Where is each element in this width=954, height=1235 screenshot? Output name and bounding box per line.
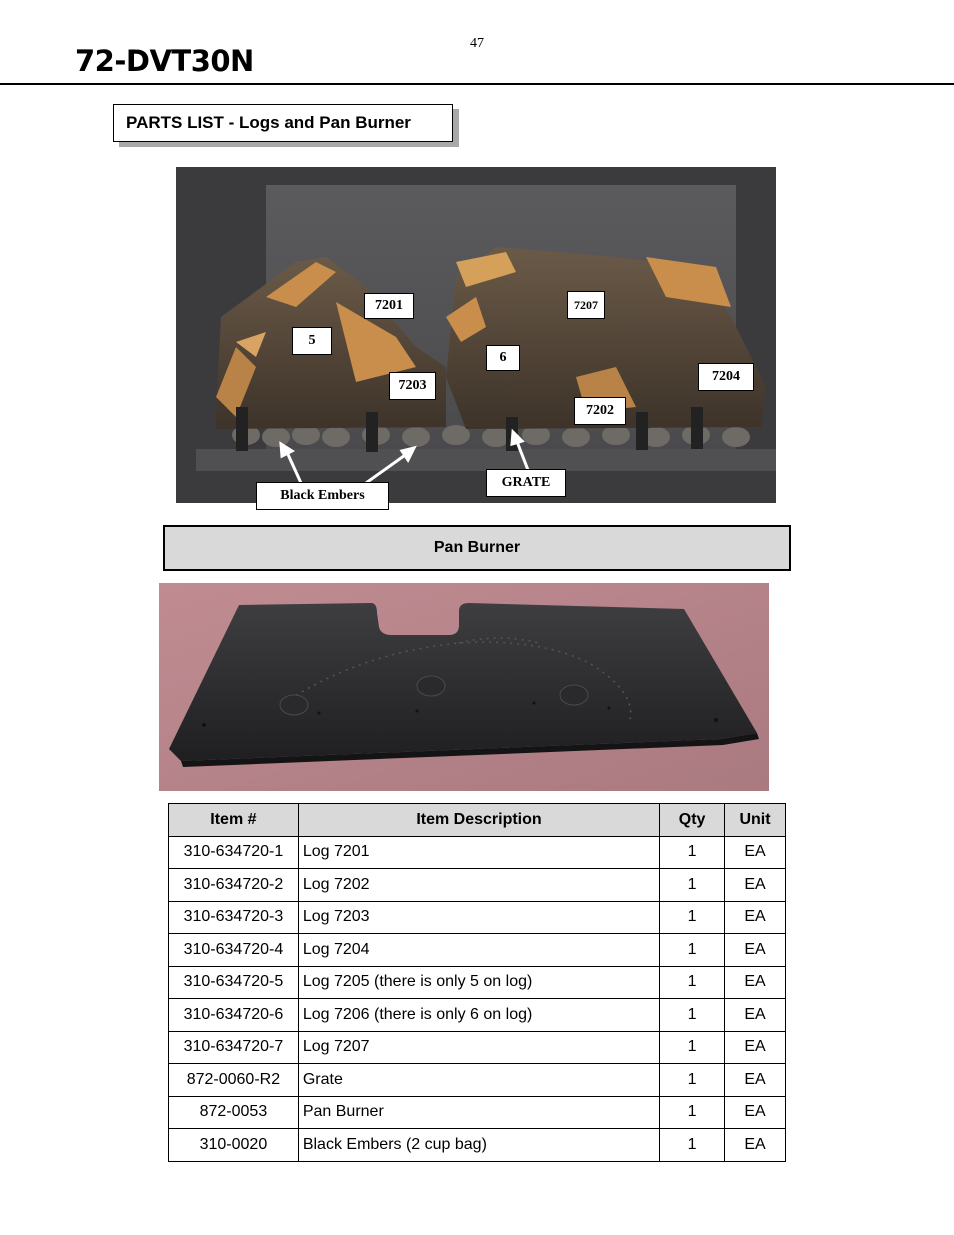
- item-number: 872-0060-R2: [169, 1064, 299, 1097]
- table-row: [169, 1096, 786, 1129]
- section-title-box: [113, 104, 453, 142]
- item-description: Pan Burner: [298, 1096, 659, 1129]
- item-number: 310-634720-5: [169, 966, 299, 999]
- table-row: [169, 966, 786, 999]
- col-item-description: Item Description: [298, 804, 659, 837]
- item-unit: EA: [725, 1031, 786, 1064]
- callout-7203: 7203: [389, 372, 436, 400]
- callout-black-embers: Black Embers: [256, 482, 389, 510]
- col-unit: Unit: [725, 804, 786, 837]
- item-unit: EA: [725, 836, 786, 869]
- item-description: Log 7204: [298, 934, 659, 967]
- item-description: Log 7201: [298, 836, 659, 869]
- item-unit: EA: [725, 1064, 786, 1097]
- page-number: 47: [470, 36, 484, 51]
- item-unit: EA: [725, 1129, 786, 1162]
- item-description: Log 7205 (there is only 5 on log): [298, 966, 659, 999]
- parts-table: [168, 803, 786, 1162]
- item-number: 310-0020: [169, 1129, 299, 1162]
- callout-7207: 7207: [567, 291, 605, 319]
- item-unit: EA: [725, 901, 786, 934]
- callout-7201: 7201: [364, 293, 414, 319]
- table-row: [169, 1129, 786, 1162]
- table-row: [169, 869, 786, 902]
- pan-burner-heading: [163, 525, 791, 571]
- table-row: [169, 1064, 786, 1097]
- item-unit: EA: [725, 999, 786, 1032]
- callout-7202: 7202: [574, 397, 626, 425]
- table-header-row: [169, 804, 786, 837]
- callout-7204: 7204: [698, 363, 754, 391]
- item-qty: 1: [660, 836, 725, 869]
- item-unit: EA: [725, 869, 786, 902]
- model-title: 72-DVT30N: [75, 44, 254, 78]
- item-description: Log 7202: [298, 869, 659, 902]
- item-number: 310-634720-2: [169, 869, 299, 902]
- col-item-number: Item #: [169, 804, 299, 837]
- item-qty: 1: [660, 999, 725, 1032]
- item-description: Grate: [298, 1064, 659, 1097]
- item-qty: 1: [660, 1129, 725, 1162]
- pan-burner-heading-text: Pan Burner: [433, 539, 521, 556]
- item-description: Black Embers (2 cup bag): [298, 1129, 659, 1162]
- item-unit: EA: [725, 934, 786, 967]
- table-row: [169, 901, 786, 934]
- item-description: Log 7206 (there is only 6 on log): [298, 999, 659, 1032]
- table-row: [169, 1031, 786, 1064]
- item-number: 310-634720-7: [169, 1031, 299, 1064]
- item-number: 310-634720-3: [169, 901, 299, 934]
- item-qty: 1: [660, 1096, 725, 1129]
- item-qty: 1: [660, 1064, 725, 1097]
- header-rule: [0, 83, 954, 85]
- table-row: [169, 999, 786, 1032]
- item-qty: 1: [660, 901, 725, 934]
- item-qty: 1: [660, 934, 725, 967]
- col-qty: Qty: [660, 804, 725, 837]
- callout-6: 6: [486, 345, 520, 371]
- item-number: 310-634720-6: [169, 999, 299, 1032]
- item-unit: EA: [725, 966, 786, 999]
- item-unit: EA: [725, 1096, 786, 1129]
- item-qty: 1: [660, 869, 725, 902]
- callout-5: 5: [292, 327, 332, 355]
- table-row: [169, 836, 786, 869]
- callout-grate: GRATE: [486, 469, 566, 497]
- log-set-photo: [176, 167, 776, 503]
- section-title: PARTS LIST - Logs and Pan Burner: [126, 113, 411, 132]
- table-row: [169, 934, 786, 967]
- pan-burner-illustration: [159, 583, 769, 791]
- item-description: Log 7207: [298, 1031, 659, 1064]
- item-description: Log 7203: [298, 901, 659, 934]
- item-qty: 1: [660, 1031, 725, 1064]
- item-qty: 1: [660, 966, 725, 999]
- pan-burner-photo: [159, 583, 769, 791]
- log-set-illustration: [176, 167, 776, 503]
- item-number: 310-634720-4: [169, 934, 299, 967]
- item-number: 310-634720-1: [169, 836, 299, 869]
- item-number: 872-0053: [169, 1096, 299, 1129]
